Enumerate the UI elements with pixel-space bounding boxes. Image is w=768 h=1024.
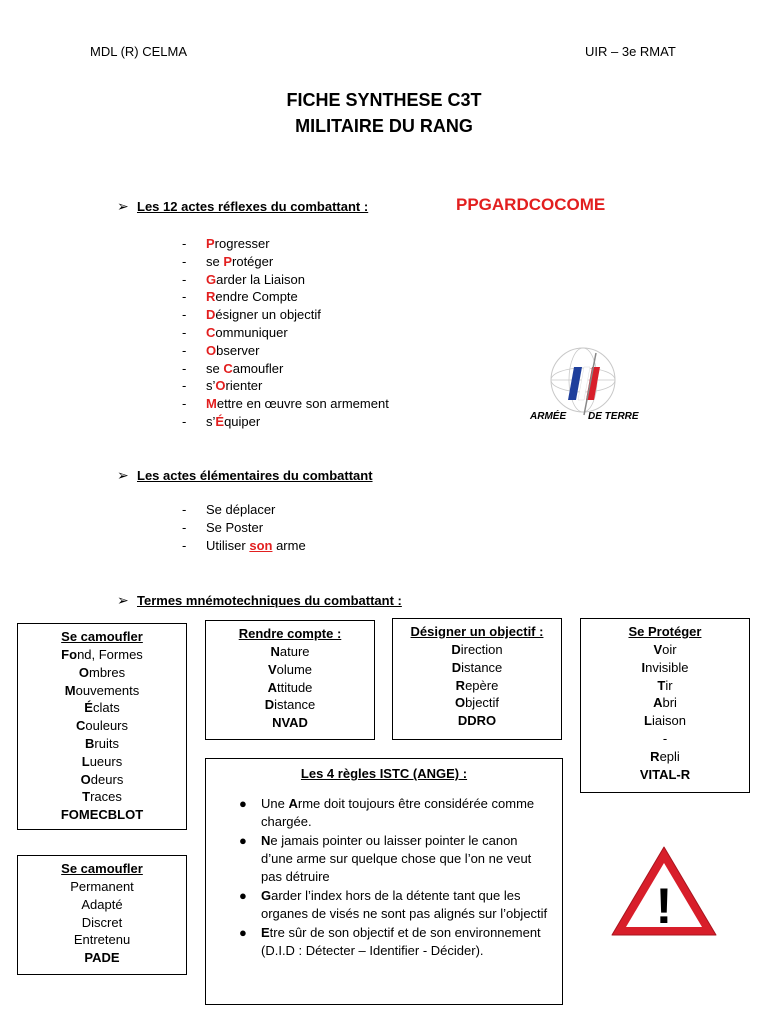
mnemonic-row xyxy=(18,717,186,735)
row-text: ature xyxy=(279,644,310,659)
row-text: ruits xyxy=(94,735,119,751)
mnemonic-row xyxy=(581,694,749,712)
box-title: Se camoufler xyxy=(61,861,143,876)
mnemonic-row xyxy=(581,730,749,748)
mnemonic-row xyxy=(18,771,186,789)
box-code: DDRO xyxy=(457,713,497,729)
section-label: Les 12 actes réflexes du combattant : xyxy=(137,199,369,214)
mnemonic-row xyxy=(206,661,374,679)
header-right: UIR – 3e RMAT xyxy=(585,44,676,59)
mnemonic-row xyxy=(18,735,186,753)
row-initial: R xyxy=(455,677,466,693)
box-title: Rendre compte : xyxy=(238,626,342,641)
list-item xyxy=(182,235,389,253)
item-text: rienter xyxy=(225,378,263,394)
row-initial: M xyxy=(64,682,76,698)
row-text: epli xyxy=(659,748,680,764)
row-initial: R xyxy=(650,748,660,764)
row-initial: O xyxy=(78,664,89,680)
dash-bullet: - xyxy=(182,342,187,358)
row-text: olume xyxy=(276,661,313,677)
row-text: deurs xyxy=(90,771,124,787)
box-regles-istc xyxy=(205,758,563,1005)
rule-text: rme doit toujours être considérée comme chargée. xyxy=(261,796,535,829)
row-initial: N xyxy=(270,644,280,659)
section-label: Les actes élémentaires du combattant xyxy=(137,468,373,483)
box-rows xyxy=(206,643,374,714)
item-initial-letter: P xyxy=(223,253,233,269)
section-termes-mnemo xyxy=(117,592,402,609)
mnemonic-row xyxy=(18,664,186,682)
box-code: NVAD xyxy=(272,715,308,731)
item-initial-letter: R xyxy=(206,289,216,305)
item-text: Se Poster xyxy=(206,519,264,535)
item-text: Utiliser xyxy=(206,537,250,553)
row-text: ttitude xyxy=(276,679,313,695)
dash-bullet: - xyxy=(182,519,187,535)
row-text: Adapté xyxy=(81,896,123,912)
box-title: Se Protéger xyxy=(628,624,702,639)
section-actes-elementaires xyxy=(117,467,373,484)
row-initial: B xyxy=(85,735,95,751)
item-text: amoufler xyxy=(232,360,284,376)
warning-sign xyxy=(608,843,720,939)
mnemonic-row xyxy=(581,748,749,766)
list-item xyxy=(182,377,389,395)
istc-rule xyxy=(206,795,562,831)
istc-rule xyxy=(206,887,562,923)
item-text: rogresser xyxy=(214,236,270,251)
logo-text-terre: DE TERRE xyxy=(588,411,639,422)
box-title: Désigner un objectif : xyxy=(410,624,544,639)
dash-bullet: - xyxy=(182,289,187,305)
row-initial: L xyxy=(81,753,90,769)
item-initial-letter: P xyxy=(206,236,215,251)
list-item xyxy=(182,395,389,413)
box-code: PADE xyxy=(84,950,120,966)
item-initial-letter: D xyxy=(206,307,216,323)
row-text: clats xyxy=(92,700,120,716)
dash-bullet: - xyxy=(182,324,187,340)
item-text: Se déplacer xyxy=(206,502,276,517)
dash-bullet: - xyxy=(182,253,187,269)
row-text: istance xyxy=(274,697,316,713)
row-initial: A xyxy=(267,679,277,695)
row-initial: Fo xyxy=(61,647,78,662)
section-label: Termes mnémotechniques du combattant : xyxy=(137,593,402,608)
row-initial: O xyxy=(454,695,466,711)
page-subtitle: MILITAIRE DU RANG xyxy=(295,116,473,136)
item-text: rotéger xyxy=(232,253,274,269)
item-text: ommuniquer xyxy=(215,324,288,340)
row-text: - xyxy=(662,730,668,746)
item-prefix: s’ xyxy=(206,378,216,394)
row-initial: A xyxy=(653,695,663,711)
row-text: istance xyxy=(461,659,503,675)
item-text: bserver xyxy=(216,342,260,358)
rule-text: e jamais pointer ou laisser pointer le canon d’une arme sur quelque chose que l’on ne veut pas détruire xyxy=(261,833,532,884)
arrow-bullet-icon: ➢ xyxy=(117,198,129,214)
box-title: Les 4 règles ISTC (ANGE) : xyxy=(300,766,468,781)
item-text: ettre en œuvre son armement xyxy=(216,396,389,412)
list-item xyxy=(182,342,389,360)
mnemonic-row xyxy=(581,677,749,695)
list-item xyxy=(182,306,389,324)
row-text: ouvements xyxy=(75,682,140,698)
dash-bullet: - xyxy=(182,307,187,323)
mnemonic-row xyxy=(18,646,186,664)
item-prefix: s’ xyxy=(206,413,216,429)
row-text: Permanent xyxy=(70,879,134,894)
rule-prefix: Une xyxy=(261,796,289,811)
istc-rule xyxy=(206,924,562,960)
row-initial: V xyxy=(653,642,663,657)
box-rows xyxy=(581,641,749,766)
mnemonic-row xyxy=(393,641,561,659)
box-title: Se camoufler xyxy=(61,629,143,644)
box-se-camoufler-pade xyxy=(17,855,187,975)
item-initial-letter: G xyxy=(206,271,217,287)
rule-initial: E xyxy=(261,925,270,940)
mnemonic-row xyxy=(581,659,749,677)
mnemonic-row xyxy=(206,696,374,714)
bullet-dot-icon: ● xyxy=(239,925,247,940)
box-rendre-compte xyxy=(205,620,375,740)
row-text: Entretenu xyxy=(73,932,131,948)
mnemonic-row xyxy=(581,641,749,659)
mnemonic-row xyxy=(206,643,374,661)
row-text: iaison xyxy=(651,713,686,729)
list-item xyxy=(182,413,389,431)
row-text: races xyxy=(90,789,122,805)
item-initial-letter: É xyxy=(215,413,225,429)
mnemonic-row xyxy=(18,788,186,806)
box-se-proteger xyxy=(580,618,750,793)
arrow-bullet-icon: ➢ xyxy=(117,592,129,608)
row-initial: O xyxy=(80,771,91,787)
mnemonic-row xyxy=(393,694,561,712)
mnemonic-row xyxy=(393,659,561,677)
item-text: ésigner un objectif xyxy=(215,307,321,323)
item-text: endre Compte xyxy=(215,289,298,305)
item-initial-letter: C xyxy=(206,324,216,340)
item-prefix: se xyxy=(206,253,224,269)
mnemonic-row xyxy=(18,931,186,949)
dash-bullet: - xyxy=(182,360,187,376)
row-text: nvisible xyxy=(645,659,689,675)
warning-exclamation: ! xyxy=(655,878,673,934)
box-code: VITAL-R xyxy=(639,766,691,782)
row-initial: D xyxy=(264,697,275,713)
box-rows xyxy=(18,646,186,806)
logo-graphic xyxy=(528,345,648,425)
box-rows xyxy=(18,878,186,949)
item-initial-letter: O xyxy=(206,342,217,358)
row-initial: D xyxy=(451,659,462,675)
list-item xyxy=(182,271,389,289)
row-text: ueurs xyxy=(89,753,123,769)
item-text: arder la Liaison xyxy=(216,271,306,287)
actes-reflexes-list xyxy=(182,235,389,431)
mnemonic-row xyxy=(18,914,186,932)
row-text: ir xyxy=(665,677,673,693)
item-text: quiper xyxy=(224,413,261,429)
dash-bullet: - xyxy=(182,413,187,429)
mnemonic-row xyxy=(18,878,186,896)
actes-elementaires-list xyxy=(182,501,306,554)
rule-initial: G xyxy=(261,888,272,903)
row-text: epère xyxy=(465,677,499,693)
istc-rule xyxy=(206,832,562,886)
row-initial: D xyxy=(451,642,461,657)
list-item xyxy=(182,288,389,306)
row-initial: É xyxy=(84,700,93,716)
bullet-dot-icon: ● xyxy=(239,888,247,903)
list-item xyxy=(182,519,306,537)
row-initial: V xyxy=(267,661,277,677)
mnemonic-row xyxy=(18,896,186,914)
item-text: arme xyxy=(272,537,306,553)
acronym-ppgardcocome: PPGARDCOCOME xyxy=(456,195,606,214)
mnemonic-row xyxy=(206,679,374,697)
rule-initial: N xyxy=(261,833,271,848)
list-item xyxy=(182,253,389,271)
dash-bullet: - xyxy=(182,537,187,553)
dash-bullet: - xyxy=(182,236,187,251)
header-left: MDL (R) CELMA xyxy=(90,44,188,59)
row-initial: C xyxy=(75,718,86,734)
item-initial-letter: O xyxy=(215,378,226,394)
mnemonic-row xyxy=(393,677,561,695)
mnemonic-row xyxy=(18,699,186,717)
mnemonic-row xyxy=(581,712,749,730)
row-text: oir xyxy=(662,642,677,657)
list-item xyxy=(182,360,389,378)
rule-text: tre sûr de son objectif et de son environnement (D.I.D : Détecter – Identifier - Décider). xyxy=(261,925,541,958)
row-initial: T xyxy=(82,789,91,805)
rule-text: arder l’index hors de la détente tant que les organes de visés ne sont pas alignés sur l’objectif xyxy=(261,888,548,921)
row-initial: L xyxy=(644,713,652,729)
box-designer-objectif xyxy=(392,618,562,740)
bullet-dot-icon: ● xyxy=(239,833,247,848)
row-text: bjectif xyxy=(465,695,500,711)
mnemonic-row xyxy=(18,753,186,771)
box-rows xyxy=(393,641,561,712)
dash-bullet: - xyxy=(182,396,187,412)
list-item xyxy=(182,501,306,519)
row-text: ouleurs xyxy=(85,718,129,734)
dash-bullet: - xyxy=(182,378,187,394)
mnemonic-row xyxy=(18,682,186,700)
row-initial: T xyxy=(657,677,666,693)
list-item xyxy=(182,324,389,342)
item-highlight: son xyxy=(249,537,273,553)
row-text: mbres xyxy=(89,664,126,680)
arrow-bullet-icon: ➢ xyxy=(117,467,129,483)
row-text: bri xyxy=(662,695,677,711)
list-item xyxy=(182,537,306,555)
item-initial-letter: C xyxy=(223,360,233,376)
istc-rules-list xyxy=(206,795,562,960)
box-code: FOMECBLOT xyxy=(60,807,144,823)
logo-text-armee: ARMÉE xyxy=(530,411,567,422)
dash-bullet: - xyxy=(182,271,187,287)
row-text: Discret xyxy=(81,914,123,930)
row-text: irection xyxy=(460,642,503,657)
box-se-camoufler xyxy=(17,623,187,830)
section-actes-reflexes xyxy=(117,198,368,215)
bullet-dot-icon: ● xyxy=(239,796,247,811)
rule-initial: A xyxy=(288,796,298,811)
warning-triangle-icon xyxy=(608,843,720,939)
row-initial: I xyxy=(641,659,646,675)
page-title: FICHE SYNTHESE C3T xyxy=(286,90,482,110)
dash-bullet: - xyxy=(182,502,187,517)
item-prefix: se xyxy=(206,360,224,376)
row-text: nd, Formes xyxy=(77,647,143,662)
item-initial-letter: M xyxy=(206,396,217,412)
armee-de-terre-logo xyxy=(528,345,648,425)
